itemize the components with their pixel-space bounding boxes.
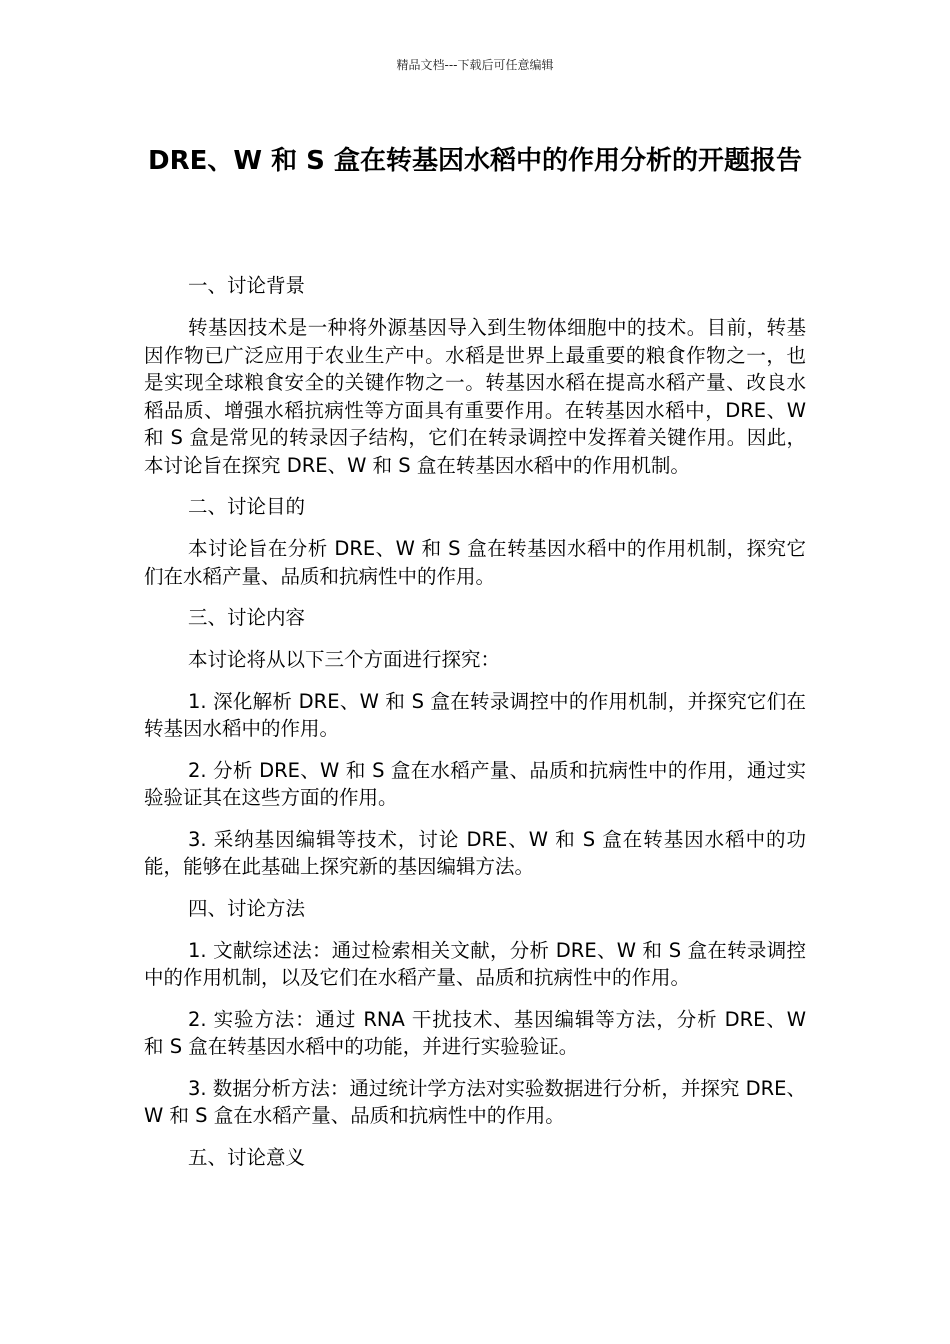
page-header-watermark: 精品文档---下载后可任意编辑: [396, 58, 554, 72]
list-item-content-1: 1. 深化解析 DRE、W 和 S 盒在转录调控中的作用机制，并探究它们在转基因水稻中的作用。: [144, 689, 806, 740]
paragraph-content-intro: 本讨论将从以下三个方面进行探究：: [188, 648, 501, 671]
list-item-method-1: 1. 文献综述法：通过检索相关文献，分析 DRE、W 和 S 盒在转录调控中的作用机制，以及它们在水稻产量、品质和抗病性中的作用。: [144, 938, 806, 989]
section-heading-purpose: 二、讨论目的: [188, 495, 306, 518]
list-item-content-2: 2. 分析 DRE、W 和 S 盒在水稻产量、品质和抗病性中的作用，通过实验验证其在这些方面的作用。: [144, 758, 806, 809]
section-heading-background: 一、讨论背景: [188, 274, 306, 297]
document-body: [144, 272, 806, 1186]
list-item-content-3: 3. 采纳基因编辑等技术，讨论 DRE、W 和 S 盒在转基因水稻中的功能，能够在此基础上探究新的基因编辑方法。: [144, 827, 806, 878]
paragraph-purpose: 本讨论旨在分析 DRE、W 和 S 盒在转基因水稻中的作用机制，探究它们在水稻产量、品质和抗病性中的作用。: [144, 537, 806, 588]
section-heading-content: 三、讨论内容: [188, 606, 306, 629]
document-title: DRE、W 和 S 盒在转基因水稻中的作用分析的开题报告: [148, 146, 802, 176]
section-heading-methods: 四、讨论方法: [188, 896, 306, 920]
paragraph-background: 转基因技术是一种将外源基因导入到生物体细胞中的技术。目前，转基因作物已广泛应用于农业生产中。水稻是世界上最重要的粮食作物之一，也是实现全球粮食安全的关键作物之一。转基因水稻在提高水稻产量、改良水稻品质、增强水稻抗病性等方面具有重要作用。在转基因水稻中，DRE、W 和 S 盒是常见的转录因子结构，它们在转录调控中发挥着关键作用。因此，本讨论旨在探究 DRE、W 和 S 盒在转基因水稻中的作用机制。: [144, 316, 806, 477]
section-heading-significance: 五、讨论意义: [188, 1145, 306, 1169]
list-item-method-2: 2. 实验方法：通过 RNA 干扰技术、基因编辑等方法，分析 DRE、W 和 S 盒在转基因水稻中的功能，并进行实验验证。: [144, 1007, 806, 1058]
list-item-method-3: 3. 数据分析方法：通过统计学方法对实验数据进行分析，并探究 DRE、W 和 S 盒在水稻产量、品质和抗病性中的作用。: [144, 1076, 806, 1127]
